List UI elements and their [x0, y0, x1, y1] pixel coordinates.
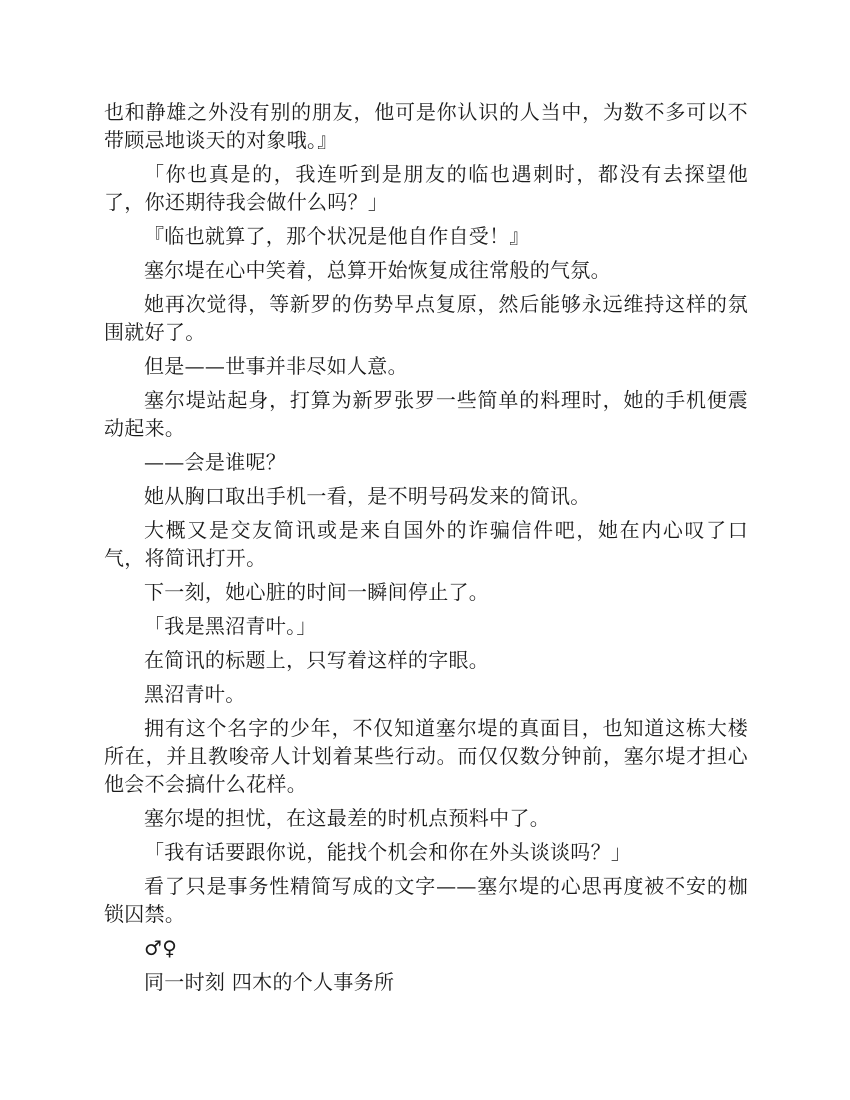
paragraph: 拥有这个名字的少年，不仅知道塞尔堤的真面目，也知道这栋大楼所在，并且教唆帝人计划着某些行动。而仅仅数分钟前，塞尔堤才担心他会不会搞什么花样。 [104, 716, 748, 796]
paragraph: 看了只是事务性精简写成的文字——塞尔堤的心思再度被不安的枷锁囚禁。 [104, 874, 748, 926]
paragraph: 塞尔堤的担忧，在这最差的时机点预料中了。 [144, 806, 550, 830]
paragraph: 『临也就算了，那个状况是他自作自受！』 [144, 224, 530, 248]
paragraph: 塞尔堤站起身，打算为新罗张罗一些简单的料理时，她的手机便震动起来。 [104, 388, 748, 440]
paragraph: 也和静雄之外没有别的朋友，他可是你认识的人当中，为数不多可以不带顾忌地谈天的对象哦。』 [104, 100, 748, 152]
paragraph: 但是——世事并非尽如人意。 [144, 354, 408, 378]
paragraph: 下一刻，她心脏的时间一瞬间停止了。 [144, 580, 490, 604]
paragraph: 她从胸口取出手机一看，是不明号码发来的简讯。 [144, 484, 591, 508]
scene-break-symbol: ♂♀ [144, 936, 178, 960]
paragraph: 「我是黑沼青叶。」 [144, 614, 317, 638]
paragraph: 黑沼青叶。 [144, 682, 246, 706]
document-page [104, 98, 748, 1002]
scene-heading: 同一时刻 四木的个人事务所 [144, 970, 395, 994]
paragraph: 「你也真是的，我连听到是朋友的临也遇刺时，都没有去探望他了，你还期待我会做什么吗？」 [104, 162, 748, 214]
paragraph: 在简讯的标题上，只写着这样的字眼。 [144, 648, 490, 672]
paragraph: 大概又是交友简讯或是来自国外的诈骗信件吧，她在内心叹了口气，将简讯打开。 [104, 518, 748, 570]
paragraph: 「我有话要跟你说，能找个机会和你在外头谈谈吗？」 [144, 840, 632, 864]
paragraph: 她再次觉得，等新罗的伤势早点复原，然后能够永远维持这样的氛围就好了。 [104, 292, 748, 344]
paragraph: 塞尔堤在心中笑着，总算开始恢复成往常般的气氛。 [144, 258, 611, 282]
paragraph: ——会是谁呢？ [144, 450, 287, 474]
